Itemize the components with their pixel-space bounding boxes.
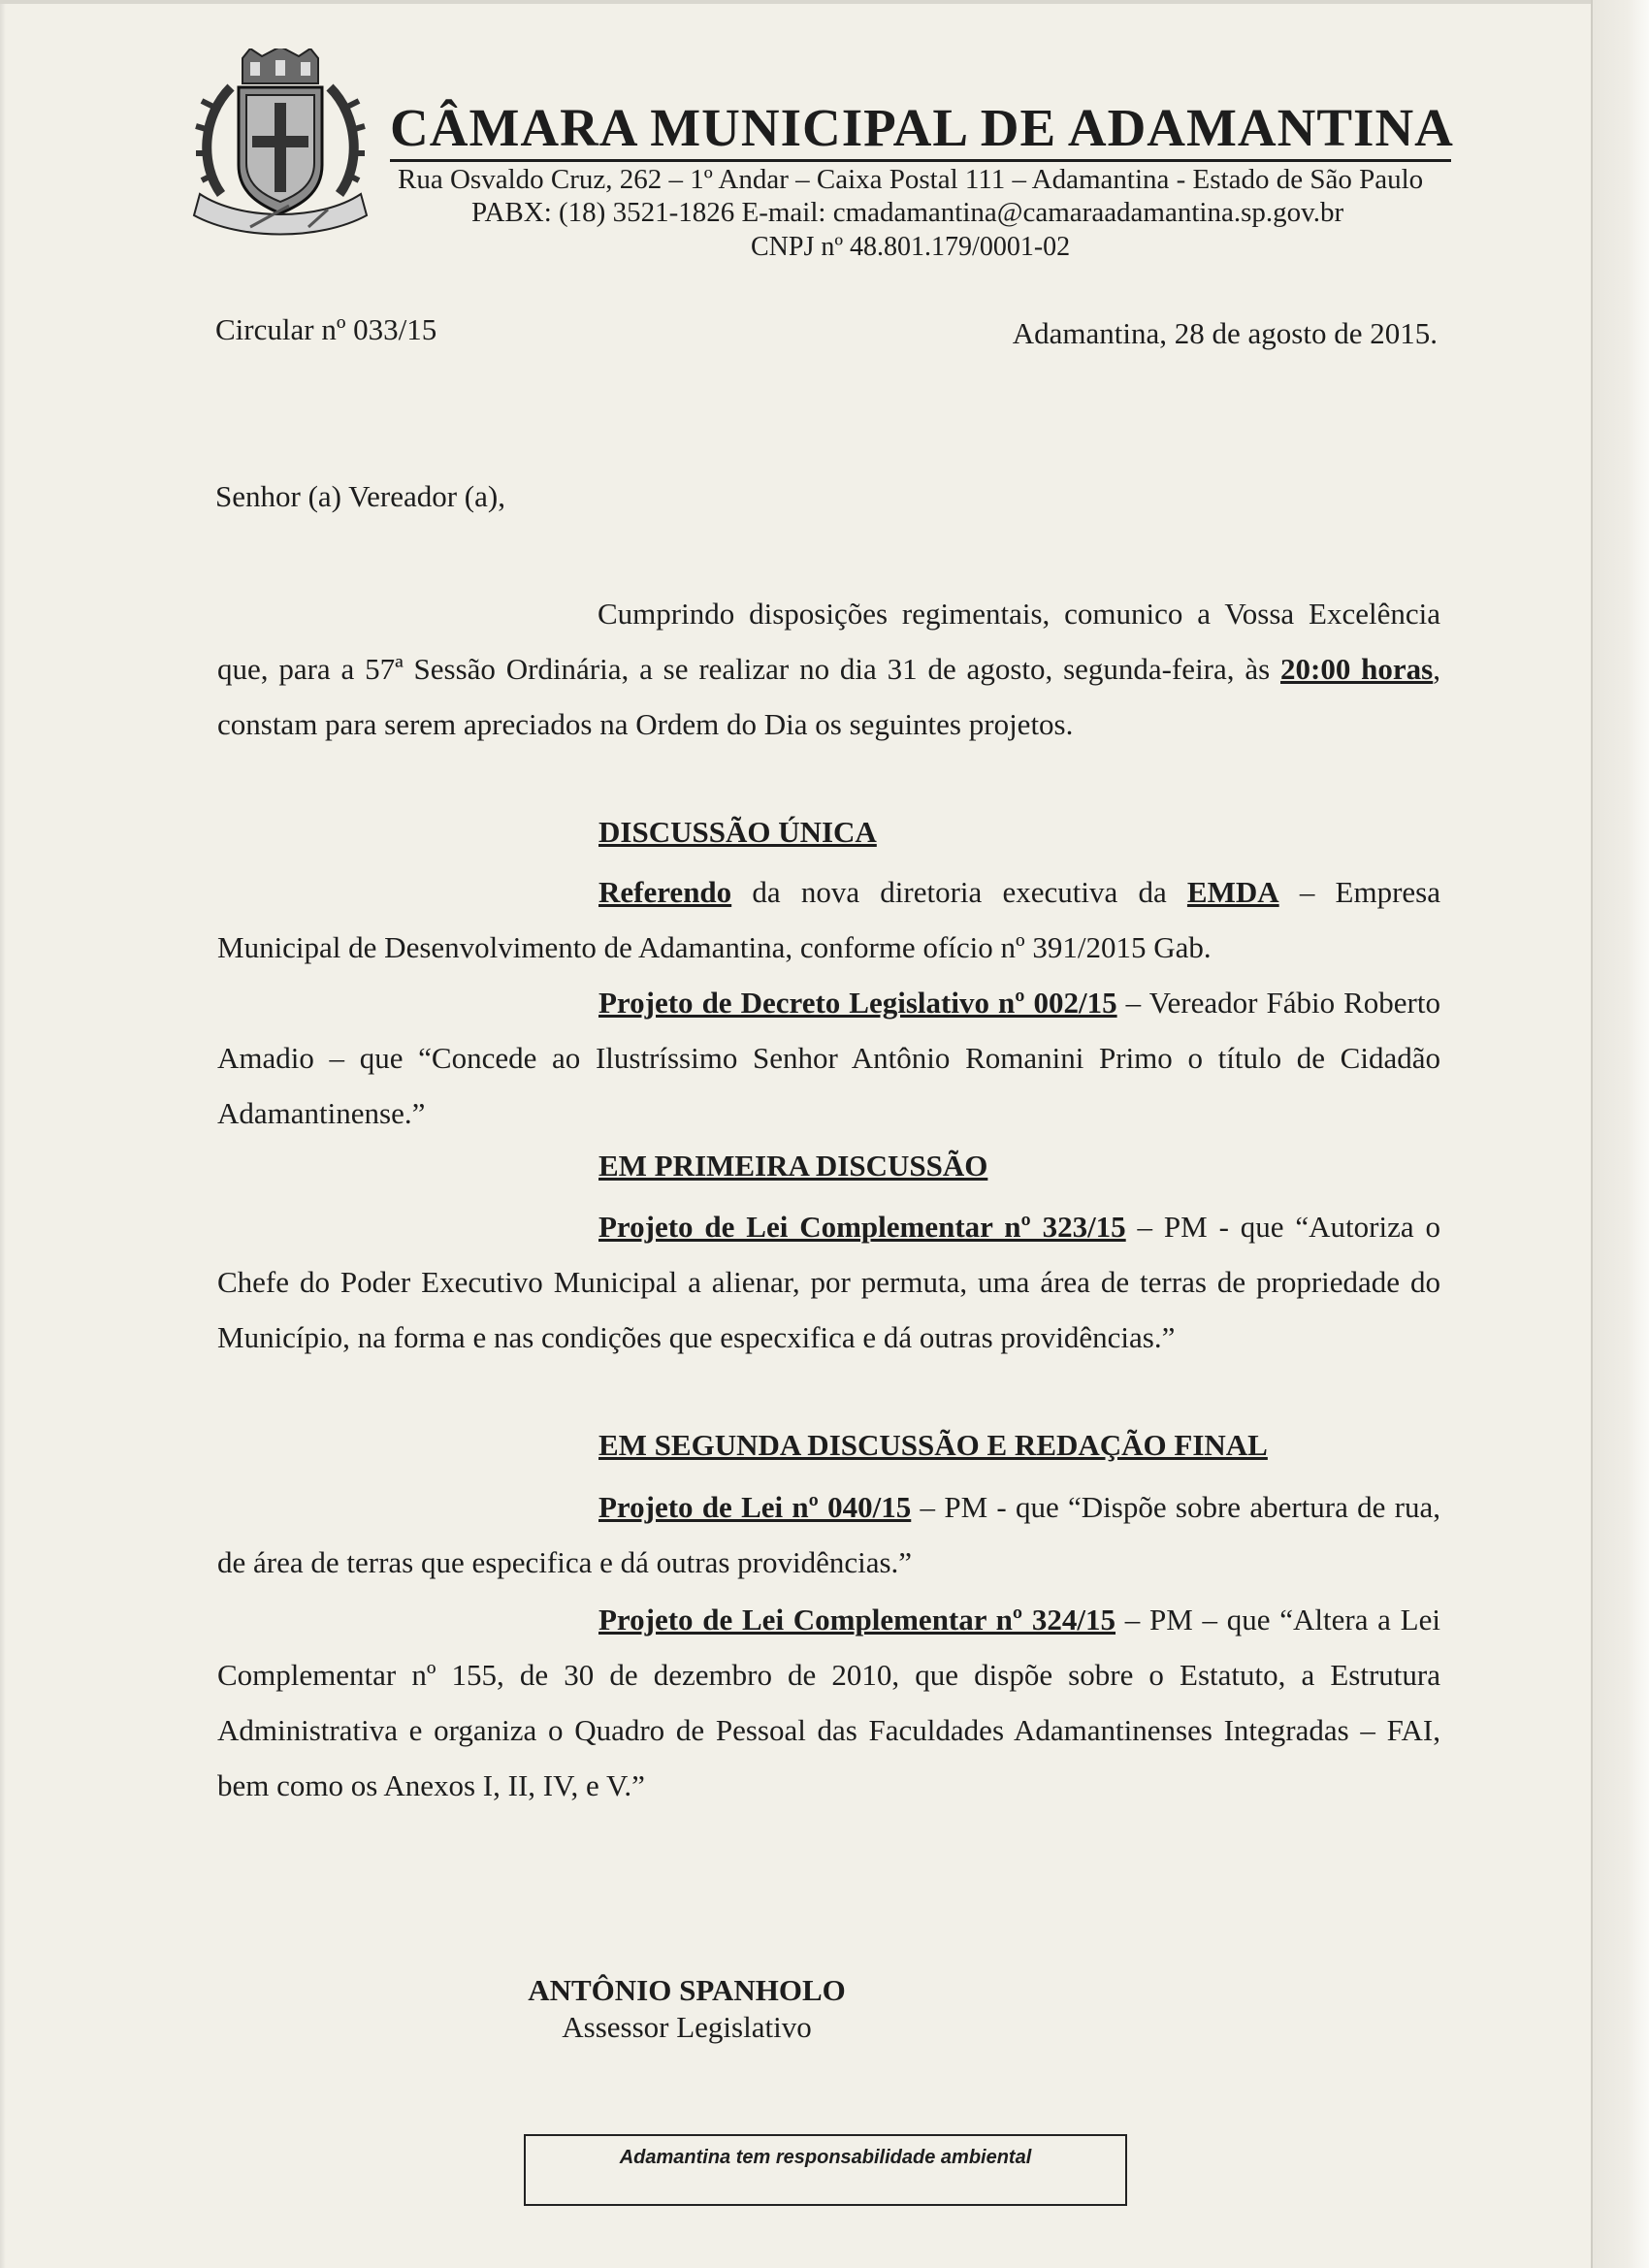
agenda-item-plc323 xyxy=(217,1199,1440,1365)
item-ref-plc323: Projeto de Lei Complementar nº 323/15 xyxy=(598,1210,1126,1244)
item-text-referendo-mid: da nova diretoria executiva da xyxy=(731,875,1187,909)
intro-text-post: , constam para serem apreciados na Ordem do Dia os seguintes projetos. xyxy=(217,652,1440,741)
environmental-footer: Adamantina tem responsabilidade ambiental xyxy=(524,2134,1127,2206)
document-date: Adamantina, 28 de agosto de 2015. xyxy=(1012,316,1438,350)
item-text-plc323: – PM - que “Autoriza o Chefe do Poder Executivo Municipal a alienar, por permuta, uma área de terras de propriedade do Município, na forma e nas condições que especxifica e dá outras providências.” xyxy=(217,1210,1440,1354)
agenda-item-pl040 xyxy=(217,1479,1440,1590)
section-heading-primeira: EM PRIMEIRA DISCUSSÃO xyxy=(598,1149,988,1183)
item-ref-referendo: Referendo xyxy=(598,875,732,909)
circular-number: Circular nº 033/15 xyxy=(215,312,437,346)
page-top-edge xyxy=(0,0,1649,4)
intro-text-pre: Cumprindo disposições regimentais, comunico a Vossa Excelência que, para a 57ª Sessão Ordinária, a se realizar no dia 31 de agosto, segunda-feira, às xyxy=(217,597,1440,686)
agenda-item-decreto xyxy=(217,975,1440,1141)
item-ref-decreto: Projeto de Decreto Legislativo nº 002/15 xyxy=(598,986,1117,1020)
item-text-pl040: – PM - que “Dispõe sobre abertura de rua, de área de terras que especifica e dá outras providências.” xyxy=(217,1490,1440,1579)
item-ref-emda: EMDA xyxy=(1186,875,1279,909)
agenda-item-plc324 xyxy=(217,1592,1440,1813)
item-text-referendo: – Empresa Municipal de Desenvolvimento de Adamantina, conforme ofício nº 391/2015 Gab. xyxy=(217,875,1440,964)
item-text-plc324: – PM – que “Altera a Lei Complementar nº 155, de 30 de dezembro de 2010, que dispõe sobre o Estatuto, a Estrutura Administrativa e organiza o Quadro de Pessoal das Faculdades Adamantinenses Integradas – FAI, bem como os Anexos I, II, IV, e V.” xyxy=(217,1603,1440,1802)
chamber-cnpj: CNPJ nº 48.801.179/0001-02 xyxy=(751,232,1071,262)
section-heading-segunda: EM SEGUNDA DISCUSSÃO E REDAÇÃO FINAL xyxy=(598,1428,1268,1462)
intro-paragraph xyxy=(217,586,1440,752)
signatory-role: Assessor Legislativo xyxy=(562,2010,812,2044)
signatory-name: ANTÔNIO SPANHOLO xyxy=(528,1973,846,2007)
session-time: 20:00 horas xyxy=(1280,652,1434,686)
item-ref-pl040: Projeto de Lei nº 040/15 xyxy=(598,1490,912,1524)
page-right-edge xyxy=(1591,0,1649,2268)
chamber-name: CÂMARA MUNICIPAL DE ADAMANTINA xyxy=(390,99,1451,162)
salutation: Senhor (a) Vereador (a), xyxy=(215,479,505,513)
item-text-decreto: – Vereador Fábio Roberto Amadio – que “Concede ao Ilustríssimo Senhor Antônio Romanini Primo o título de Cidadão Adamantinense.” xyxy=(217,986,1440,1130)
municipal-coat-of-arms-icon xyxy=(192,49,369,241)
section-heading-unica: DISCUSSÃO ÚNICA xyxy=(598,815,877,849)
item-ref-plc324: Projeto de Lei Complementar nº 324/15 xyxy=(598,1603,1116,1636)
chamber-contact: PABX: (18) 3521-1826 E-mail: cmadamantina@camaraadamantina.sp.gov.br xyxy=(471,197,1344,228)
chamber-address: Rua Osvaldo Cruz, 262 – 1º Andar – Caixa Postal 111 – Adamantina - Estado de São Paulo xyxy=(398,164,1424,195)
agenda-item-referendo xyxy=(217,864,1440,975)
